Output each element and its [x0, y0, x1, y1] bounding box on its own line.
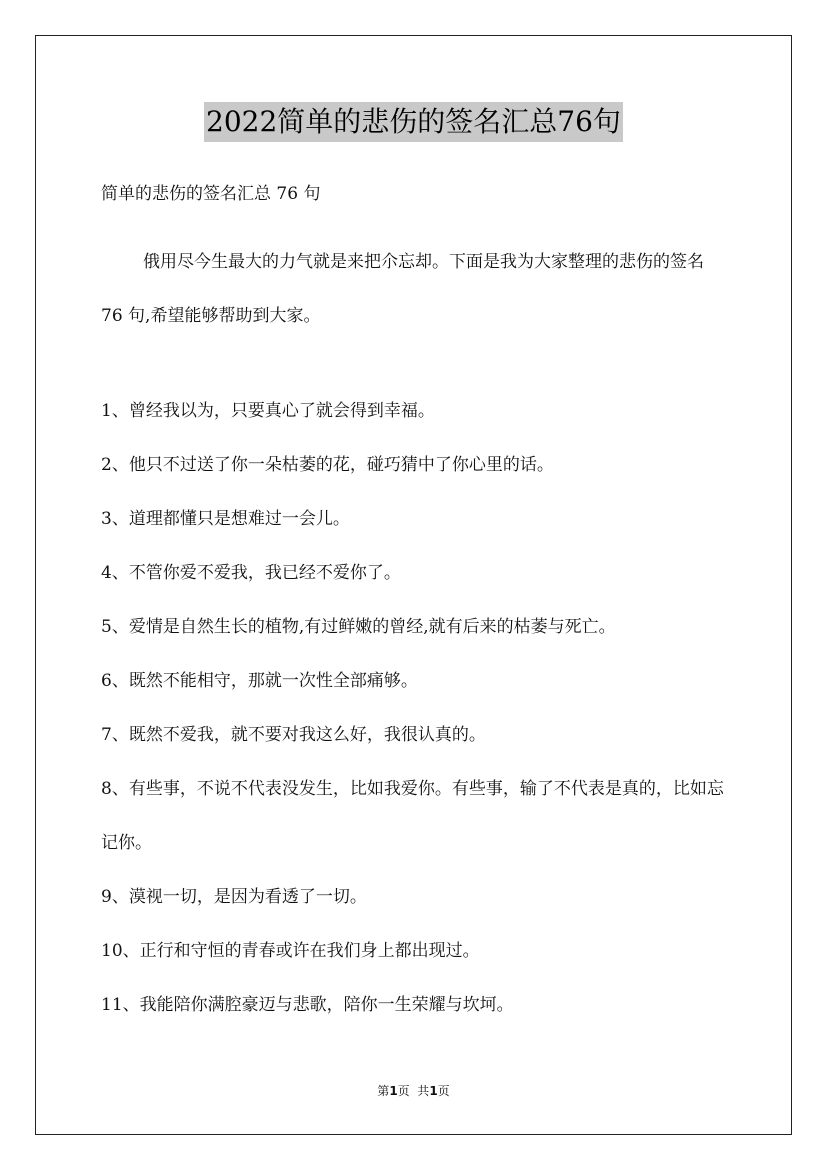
page-current: 1 [389, 1084, 398, 1098]
list-item: 9、漠视一切，是因为看透了一切。 [101, 887, 367, 907]
list-item: 6、既然不能相守，那就一次性全部痛够。 [101, 671, 418, 691]
page-total: 1 [429, 1084, 438, 1098]
intro-paragraph: 俄用尽今生最大的力气就是来把尒忘却。下面是我为大家整理的悲伤的签名 76 句,希望能够帮助到大家。 [101, 252, 704, 326]
page-mid: 页 共 [397, 1084, 430, 1098]
signature-list [101, 384, 729, 1032]
list-item: 11、我能陪你满腔豪迈与悲歌，陪你一生荣耀与坎坷。 [101, 995, 514, 1015]
document-title: 2022简单的悲伤的签名汇总76句 [204, 102, 623, 142]
page-prefix: 第 [377, 1084, 390, 1098]
title-container [0, 102, 827, 142]
list-item: 10、正行和守恒的青春或许在我们身上都出现过。 [101, 941, 480, 961]
list-item: 4、不管你爱不爱我，我已经不爱你了。 [101, 563, 401, 583]
list-item: 3、道理都懂只是想难过一会儿。 [101, 509, 350, 529]
document-subtitle: 简单的悲伤的签名汇总 76 句 [101, 184, 321, 204]
list-item: 7、既然不爱我，就不要对我这么好，我很认真的。 [101, 725, 486, 745]
page-footer [0, 1083, 827, 1099]
list-item: 5、爱情是自然生长的植物,有过鲜嫩的曾经,就有后来的枯萎与死亡。 [101, 617, 616, 637]
list-item: 8、有些事，不说不代表没发生，比如我爱你。有些事，输了不代表是真的，比如忘记你。 [101, 779, 724, 853]
list-item: 1、曾经我以为，只要真心了就会得到幸福。 [101, 401, 435, 421]
list-item: 2、他只不过送了你一朵枯萎的花，碰巧猜中了你心里的话。 [101, 455, 554, 475]
page-suffix: 页 [437, 1084, 450, 1098]
